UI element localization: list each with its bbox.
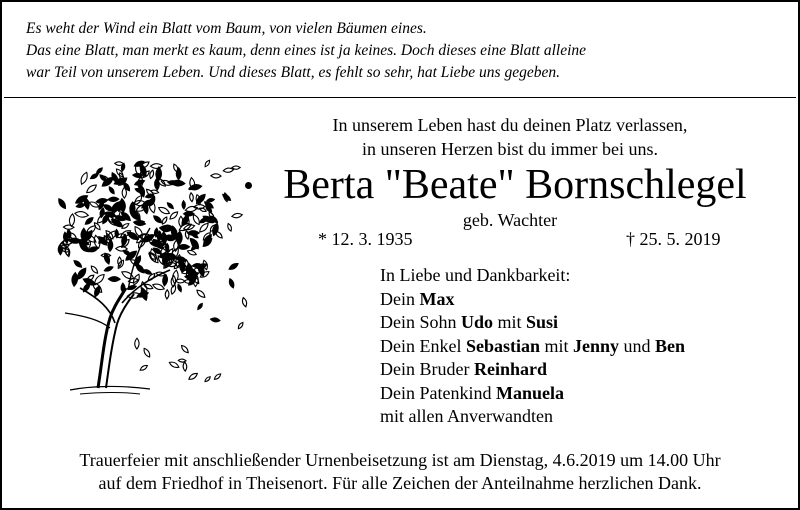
mourner-relation: und (619, 335, 656, 356)
mourner-row (380, 288, 685, 312)
leaf-icon (188, 372, 199, 381)
leaf-icon (95, 167, 103, 175)
leaf-icon (96, 198, 108, 204)
leaf-icon (121, 163, 126, 172)
mourner-relation: mit (540, 335, 574, 356)
leaf-icon (198, 222, 210, 234)
leaf-icon (223, 168, 234, 173)
leaf-icon (108, 186, 116, 195)
intro-line: in unseren Herzen bist du immer bei uns. (362, 139, 658, 159)
leaf-icon (204, 159, 211, 167)
leaf-icon (71, 272, 78, 286)
leaf-icon (196, 289, 207, 299)
leaf-icon (139, 364, 148, 372)
mourner-row (380, 311, 685, 335)
leaf-icon (172, 163, 179, 173)
mourner-name: Reinhard (473, 359, 547, 379)
intro-line: In unserem Leben hast du deinen Platz verlassen, (332, 115, 688, 135)
leaf-icon (73, 259, 83, 269)
leaf-icon (170, 284, 177, 295)
leaf-icon (108, 197, 119, 202)
mourner-relation: mit (493, 312, 527, 332)
leaf-icon (199, 207, 207, 212)
mourner-name: Max (419, 288, 455, 309)
divider (4, 97, 796, 98)
leaf-icon (187, 249, 197, 256)
ceremony-notice (10, 449, 790, 495)
leaf-icon (135, 338, 139, 349)
leaf-icon (228, 278, 235, 288)
leaf-icon (150, 163, 162, 168)
mourner-row (380, 358, 685, 382)
leaf-icon (68, 238, 81, 244)
leaf-icon (152, 214, 163, 224)
leaf-icon (192, 214, 202, 226)
mourner-relation: Dein Bruder (380, 359, 474, 379)
leaf-icon (189, 193, 194, 202)
mourner-name: Susi (526, 312, 559, 332)
mourner-relation: Dein Patenkind (380, 382, 496, 403)
leaf-icon (69, 214, 75, 227)
leaf-icon (180, 344, 190, 354)
deceased-name: Berta "Beate" Bornschlegel (283, 162, 747, 208)
ceremony-line: auf dem Friedhof in Theisenort. Für alle Zeichen der Anteilnahme herzlichen Dank. (98, 473, 702, 493)
leaf-icon (116, 246, 128, 251)
leaf-icon (57, 198, 67, 210)
leaf-icon (228, 262, 239, 271)
mourner-row (380, 335, 685, 359)
mourner-relation: mit allen Anverwandten (380, 406, 553, 426)
maiden-name: geb. Wachter (462, 210, 558, 230)
poem (26, 18, 766, 84)
leaf-icon (161, 216, 168, 225)
leaf-icon (142, 347, 151, 358)
mourner-name: Jenny (573, 335, 620, 356)
leaf-icon (74, 211, 88, 219)
leaf-icon (84, 216, 94, 226)
leaf-icon (108, 277, 120, 282)
mourner-row (380, 405, 685, 429)
poem-line: Es weht der Wind ein Blatt vom Baum, von vielen Bäumen eines. (26, 20, 427, 37)
leaf-icon (211, 223, 219, 237)
ceremony-line: Trauerfeier mit anschließender Urnenbeisetzung ist am Dienstag, 4.6.2019 um 14.00 Uhr (79, 450, 721, 470)
leaf-icon (204, 376, 211, 383)
leaf-icon (104, 265, 114, 272)
mourner-relation: Dein (380, 288, 420, 309)
windblown-tree-icon (40, 138, 250, 400)
leaf-icon (90, 265, 99, 275)
birth-date: * 12. 3. 1935 (318, 229, 413, 249)
mourner-rows (380, 288, 685, 429)
mourner-relation: Dein Enkel (380, 335, 466, 356)
intro-text (300, 113, 720, 161)
leaf-icon (197, 303, 204, 311)
leaf-icon (211, 174, 221, 178)
leaf-icon (182, 201, 186, 210)
mourner-name: Ben (655, 335, 686, 356)
mourner-name: Udo (461, 312, 494, 332)
leaf-icon (237, 321, 244, 329)
leaf-icon (168, 360, 179, 369)
leaf-icon (183, 362, 187, 371)
leaf-icon (184, 212, 195, 216)
mourners-list (380, 264, 685, 429)
mourner-name: Manuela (495, 382, 564, 403)
leaf-icon (213, 373, 221, 381)
poem-line: Das eine Blatt, man merkt es kaum, denn eines ist ja keines. Doch dieses eine Blatt alleine (26, 42, 587, 59)
leaf-icon (231, 213, 242, 219)
leaf-icon (241, 297, 247, 307)
poem-line: war Teil von unserem Leben. Und dieses Blatt, es fehlt so sehr, hat Liebe uns gegeben. (26, 64, 560, 81)
leaf-icon (210, 317, 220, 322)
leaf-icon (165, 290, 169, 299)
leaf-icon (177, 284, 183, 293)
mourner-name: Sebastian (465, 335, 541, 356)
leaf-icon (176, 168, 181, 180)
leaf-icon (108, 240, 113, 252)
mourner-relation: Dein Sohn (380, 312, 461, 332)
leaf-icon (166, 202, 174, 210)
mourners-heading: In Liebe und Dankbarkeit: (380, 265, 571, 285)
leaf-icon (227, 223, 233, 232)
leaf-icon (79, 171, 89, 185)
mourner-row (380, 382, 685, 406)
death-date: † 25. 5. 2019 (626, 229, 721, 249)
leaf-icon (207, 198, 215, 202)
leaf-icon (85, 183, 98, 194)
leaf-icon (169, 210, 179, 220)
